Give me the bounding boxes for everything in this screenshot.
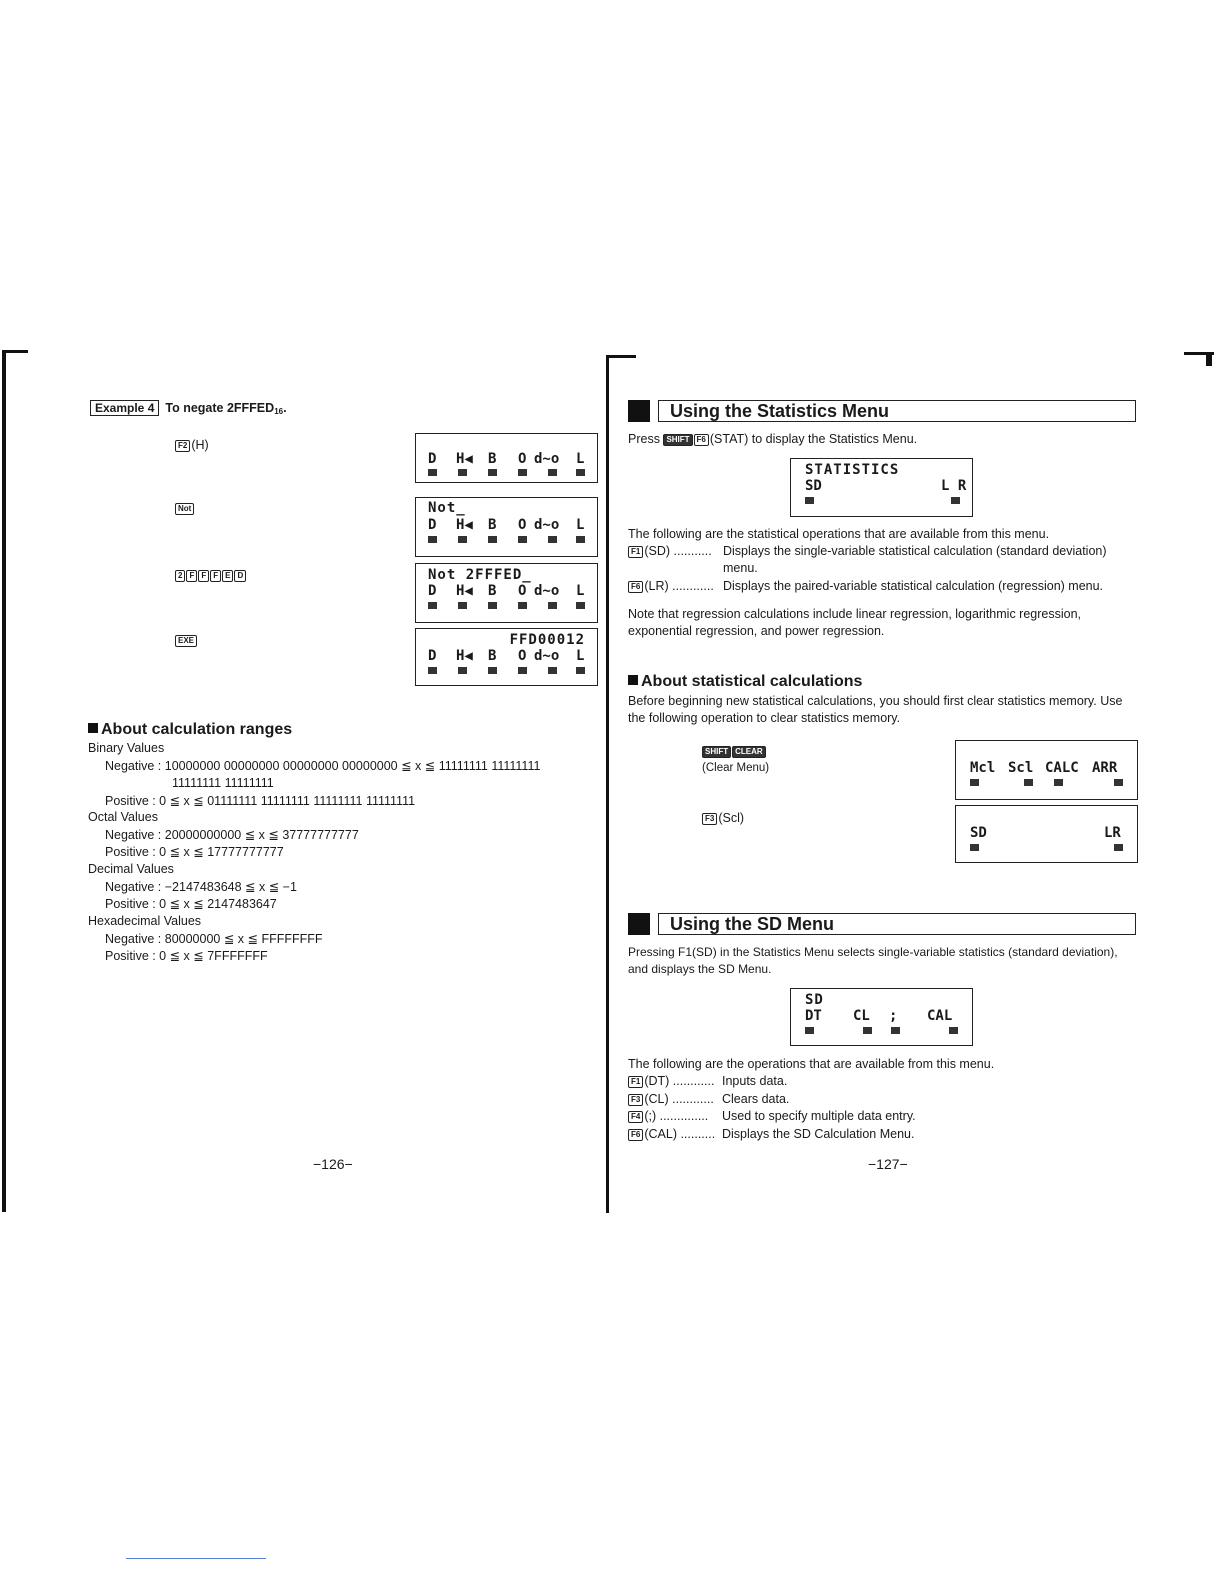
- about-text: Before beginning new statistical calculations, you should first clear statistics memory. Use the following operation to clear statistics memory.: [628, 694, 1123, 725]
- function-key-icon: [548, 602, 557, 609]
- binary-negative: Negative : 10000000 00000000 00000000 00000000 ≦ x ≦ 11111111 11111111: [105, 759, 541, 773]
- function-key-icon: [458, 602, 467, 609]
- section-title: Using the Statistics Menu: [670, 401, 890, 421]
- op-sd-desc: Displays the single-variable statistical calculation (standard deviation): [723, 544, 1107, 558]
- menu-label-multi: ;: [889, 1008, 898, 1024]
- lcd-display-3: [415, 563, 598, 623]
- binary-positive: Positive : 0 ≦ x ≦ 01111111 11111111 11111111 11111111: [105, 794, 416, 808]
- clear-keys: [702, 743, 767, 760]
- menu-label-cal: CAL: [927, 1008, 953, 1024]
- key-f6[interactable]: F6: [628, 581, 643, 593]
- function-key-icon: [488, 602, 497, 609]
- function-key-icon: [949, 1027, 958, 1034]
- function-key-icon: [488, 536, 497, 543]
- key-2[interactable]: 2: [175, 570, 185, 582]
- lcd-result-line: FFD00012: [509, 632, 585, 648]
- function-key-icon: [805, 497, 814, 504]
- statistics-menu-heading: [628, 400, 1136, 422]
- menu-label: O: [518, 648, 527, 664]
- menu-label-sd: SD: [970, 825, 987, 841]
- sd-op-cal: F6 (CAL) ..........: [628, 1126, 715, 1143]
- menu-label: B: [488, 517, 497, 533]
- function-key-icon: [970, 779, 979, 786]
- lcd-display-1: [415, 433, 598, 483]
- function-key-icon: [805, 1027, 814, 1034]
- function-key-icon: [428, 536, 437, 543]
- menu-label-calc: CALC: [1045, 760, 1079, 776]
- step-2: [175, 500, 195, 517]
- lcd-display-2: [415, 497, 598, 557]
- menu-label: L: [576, 648, 585, 664]
- key-f6[interactable]: F6: [694, 434, 709, 446]
- press-instruction: Press SHIFT F6 (STAT) to display the Statistics Menu.: [628, 432, 918, 446]
- menu-label: O: [518, 517, 527, 533]
- binary-title: Binary Values: [88, 741, 165, 755]
- menu-label-sd: SD: [805, 478, 822, 494]
- menu-label: H◀: [456, 648, 473, 664]
- function-key-icon: [1024, 779, 1033, 786]
- op-lr: F6 (LR) ............: [628, 578, 714, 595]
- key-f[interactable]: F: [186, 570, 197, 582]
- sd-op-multi: F4 (;) ..............: [628, 1108, 708, 1125]
- function-key-icon: [576, 667, 585, 674]
- menu-label: B: [488, 583, 497, 599]
- menu-label: B: [488, 648, 497, 664]
- menu-label: d~o: [534, 648, 560, 664]
- binary-negative-cont: 11111111 11111111: [172, 776, 274, 790]
- lcd-sd-menu: [790, 988, 973, 1046]
- section-marker-icon: [628, 913, 650, 935]
- regression-note: Note that regression calculations include linear regression, logarithmic regression, exponential regression, and power regression.: [628, 607, 1082, 638]
- example-subscript: 16: [274, 407, 284, 416]
- menu-label: D: [428, 451, 437, 467]
- menu-label-dt: DT: [805, 1008, 822, 1024]
- function-key-icon: [488, 667, 497, 674]
- function-key-icon: [458, 536, 467, 543]
- lcd-input-line: Not 2FFFED_: [428, 567, 532, 583]
- key-f1[interactable]: F1: [628, 546, 643, 558]
- function-key-icon: [548, 536, 557, 543]
- step-3: [175, 567, 247, 584]
- function-key-icon: [518, 602, 527, 609]
- key-shift[interactable]: SHIFT: [663, 434, 692, 446]
- menu-label: B: [488, 451, 497, 467]
- menu-label: d~o: [534, 583, 560, 599]
- step-4: [175, 632, 198, 649]
- function-key-icon: [488, 469, 497, 476]
- hex-title: Hexadecimal Values: [88, 914, 202, 928]
- octal-positive: Positive : 0 ≦ x ≦ 17777777777: [105, 845, 284, 859]
- function-key-icon: [576, 602, 585, 609]
- sd-op-cl-desc: Clears data.: [722, 1092, 790, 1106]
- key-d[interactable]: D: [234, 570, 246, 582]
- function-key-icon: [891, 1027, 900, 1034]
- key-f2[interactable]: F2: [175, 440, 190, 452]
- menu-label-mcl: Mcl: [970, 760, 996, 776]
- key-f1[interactable]: F1: [628, 1076, 643, 1088]
- key-f[interactable]: F: [210, 570, 221, 582]
- function-key-icon: [518, 536, 527, 543]
- function-key-icon: [576, 469, 585, 476]
- lcd-clear-menu: [955, 740, 1138, 800]
- function-key-icon: [518, 469, 527, 476]
- lcd-statistics-menu: [790, 458, 973, 517]
- function-key-icon: [428, 667, 437, 674]
- ranges-heading: About calculation ranges: [88, 720, 292, 740]
- decimal-title: Decimal Values: [88, 862, 174, 876]
- menu-label: d~o: [534, 451, 560, 467]
- menu-label: d~o: [534, 517, 560, 533]
- key-f4[interactable]: F4: [628, 1111, 643, 1123]
- menu-label: D: [428, 517, 437, 533]
- example-label: Example 4: [90, 400, 159, 416]
- about-heading: About statistical calculations: [628, 672, 862, 692]
- key-f[interactable]: F: [198, 570, 209, 582]
- key-not[interactable]: Not: [175, 503, 194, 515]
- lcd-input-line: Not_: [428, 500, 466, 516]
- function-key-icon: [576, 536, 585, 543]
- octal-title: Octal Values: [88, 810, 158, 824]
- function-key-icon: [1114, 779, 1123, 786]
- function-key-icon: [970, 844, 979, 851]
- menu-label-arr: ARR: [1092, 760, 1118, 776]
- function-key-icon: [458, 469, 467, 476]
- sd-op-cl: F3 (CL) ............: [628, 1091, 714, 1108]
- heading-bullet-icon: [88, 723, 98, 733]
- op-sd-desc-cont: menu.: [723, 561, 758, 575]
- decimal-negative: Negative : −2147483648 ≦ x ≦ −1: [105, 880, 297, 894]
- sd-op-dt: F1 (DT) ............: [628, 1073, 714, 1090]
- menu-label-scl: Scl: [1008, 760, 1034, 776]
- octal-negative: Negative : 20000000000 ≦ x ≦ 37777777777: [105, 828, 359, 842]
- heading-bullet-icon: [628, 675, 638, 685]
- clear-menu-label: (Clear Menu): [702, 762, 770, 774]
- menu-label: O: [518, 451, 527, 467]
- function-key-icon: [548, 469, 557, 476]
- sd-menu-heading: [628, 913, 1136, 935]
- scl-step: F3 (Scl): [702, 810, 744, 827]
- function-key-icon: [863, 1027, 872, 1034]
- menu-label: D: [428, 583, 437, 599]
- lcd-title: STATISTICS: [805, 462, 900, 478]
- sd-ops-intro: The following are the operations that are available from this menu.: [628, 1057, 995, 1071]
- page-number: −126−: [313, 1156, 353, 1172]
- function-key-icon: [1054, 779, 1063, 786]
- key-exe[interactable]: EXE: [175, 635, 197, 647]
- function-key-icon: [458, 667, 467, 674]
- key-clear[interactable]: CLEAR: [732, 746, 766, 758]
- sd-text: Pressing F1(SD) in the Statistics Menu selects single-variable statistics (standard deviation), and displays the SD Menu.: [628, 945, 1118, 976]
- menu-label: D: [428, 648, 437, 664]
- function-key-icon: [548, 667, 557, 674]
- hex-positive: Positive : 0 ≦ x ≦ 7FFFFFFF: [105, 949, 268, 963]
- lcd-title: SD: [805, 992, 824, 1008]
- menu-label: L: [576, 583, 585, 599]
- decimal-positive: Positive : 0 ≦ x ≦ 2147483647: [105, 897, 277, 911]
- sd-op-multi-desc: Used to specify multiple data entry.: [722, 1109, 916, 1123]
- function-key-icon: [951, 497, 960, 504]
- ops-intro: The following are the statistical operations that are available from this menu.: [628, 527, 1050, 541]
- example-period: .: [283, 401, 287, 415]
- lcd-display-4: [415, 628, 598, 686]
- key-f6[interactable]: F6: [628, 1129, 643, 1141]
- hex-negative: Negative : 80000000 ≦ x ≦ FFFFFFFF: [105, 932, 323, 946]
- key-e[interactable]: E: [222, 570, 233, 582]
- menu-label-lr: LR: [1104, 825, 1121, 841]
- function-key-icon: [518, 667, 527, 674]
- step-1-suffix: (H): [191, 438, 209, 452]
- step-1: [175, 437, 209, 454]
- example-text: To negate 2FFFED: [165, 401, 275, 415]
- function-key-icon: [428, 602, 437, 609]
- key-f3[interactable]: F3: [628, 1094, 643, 1106]
- sd-op-cal-desc: Displays the SD Calculation Menu.: [722, 1127, 915, 1141]
- section-title: Using the SD Menu: [670, 914, 835, 934]
- op-lr-desc: Displays the paired-variable statistical calculation (regression) menu.: [723, 579, 1104, 593]
- menu-label-lr: L R: [941, 478, 967, 494]
- key-f3[interactable]: F3: [702, 813, 717, 825]
- sd-op-dt-desc: Inputs data.: [722, 1074, 788, 1088]
- function-key-icon: [428, 469, 437, 476]
- menu-label: H◀: [456, 583, 473, 599]
- menu-label: H◀: [456, 451, 473, 467]
- function-key-icon: [1114, 844, 1123, 851]
- menu-label: O: [518, 583, 527, 599]
- menu-label: H◀: [456, 517, 473, 533]
- key-shift[interactable]: SHIFT: [702, 746, 731, 758]
- example-header: [90, 400, 287, 420]
- op-sd: F1 (SD) ...........: [628, 543, 712, 560]
- menu-label: L: [576, 517, 585, 533]
- lcd-scl-result: [955, 805, 1138, 863]
- menu-label-cl: CL: [853, 1008, 870, 1024]
- page-number: −127−: [868, 1156, 908, 1172]
- section-marker-icon: [628, 400, 650, 422]
- menu-label: L: [576, 451, 585, 467]
- page-127: [612, 0, 1224, 1584]
